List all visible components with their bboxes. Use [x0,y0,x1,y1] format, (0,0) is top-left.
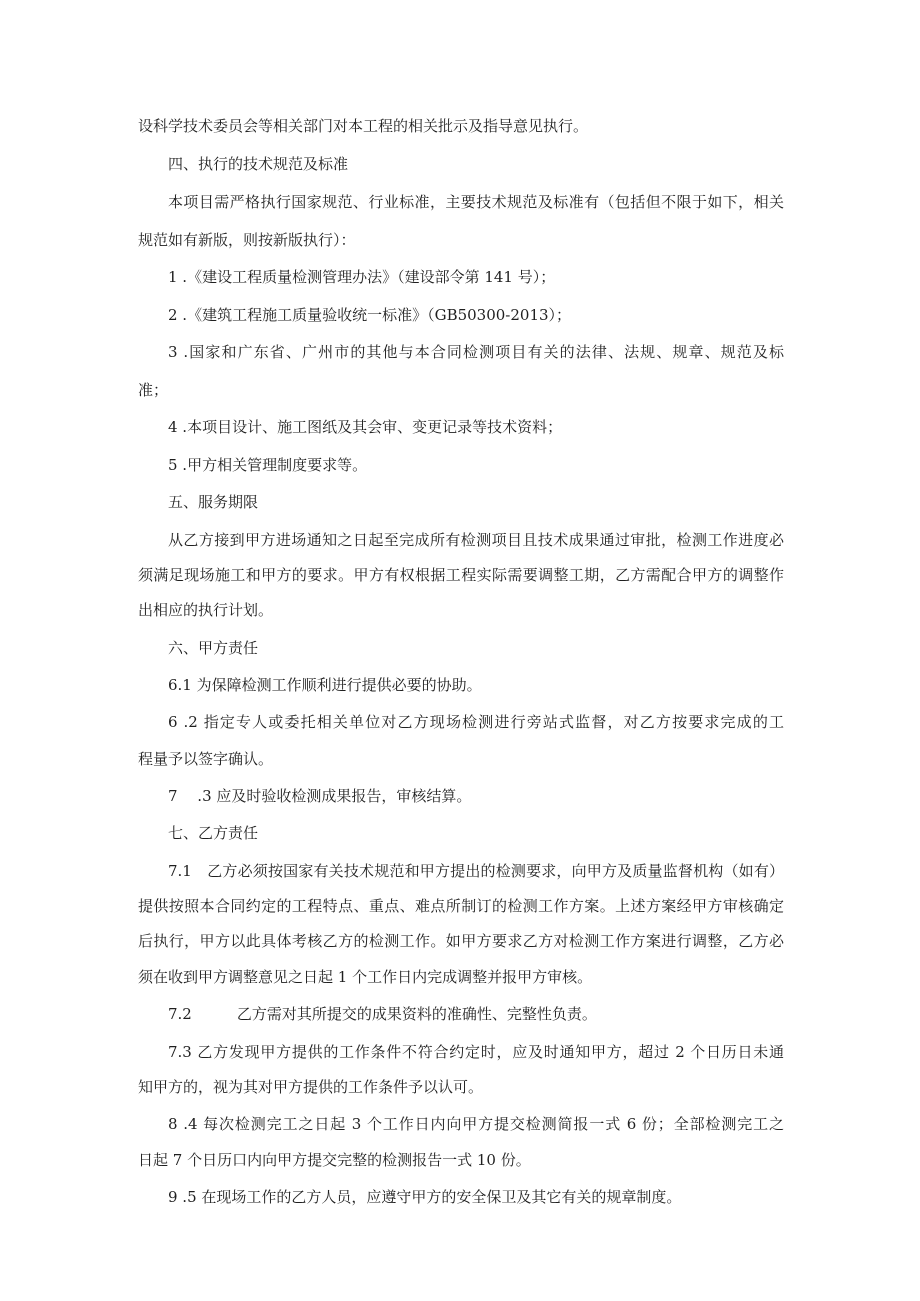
paragraph-line: 提供按照本合同约定的工程特点、重点、难点所制订的检测工作方案。上述方案经甲方审核确定 [138,897,784,915]
clause-item: 6.1 为保障检测工作顺利进行提供必要的协助。 [168,676,482,694]
clause-item: 7 .3 应及时验收检测成果报告，审核结算。 [168,787,472,805]
paragraph-line: 须满足现场施工和甲方的要求。甲方有权根据工程实际需要调整工期，乙方需配合甲方的调整作 [138,566,784,584]
clause-item: 7.1 乙方必须按国家有关技术规范和甲方提出的检测要求，向甲方及质量监督机构（如有） [168,862,784,880]
list-item: 4 .本项目设计、施工图纸及其会审、变更记录等技术资料； [168,418,563,436]
list-item: 1 .《建设工程质量检测管理办法》（建设部令第 141 号）； [168,268,556,286]
section-heading: 七、乙方责任 [168,824,259,842]
paragraph-line: 从乙方接到甲方进场通知之日起至完成所有检测项目且技术成果通过审批，检测工作进度必 [168,531,784,549]
clause-item: 7.2 乙方需对其所提交的成果资料的准确性、完整性负责。 [168,1005,597,1023]
paragraph-line: 出相应的执行计划。 [138,601,274,619]
clause-item: 8 .4 每次检测完工之日起 3 个工作日内向甲方提交检测简报一式 6 份；全部检测完工之 [168,1115,784,1133]
paragraph-line: 设科学技术委员会等相关部门对本工程的相关批示及指导意见执行。 [138,117,589,135]
paragraph-line: 本项目需严格执行国家规范、行业标准，主要技术规范及标准有（包括但不限于如下，相关 [168,193,784,211]
paragraph-line: 规范如有新版，则按新版执行）： [138,231,356,249]
paragraph-line: 知甲方的，视为其对甲方提供的工作条件予以认可。 [138,1078,484,1096]
list-item: 5 .甲方相关管理制度要求等。 [168,456,368,474]
paragraph-line: 须在收到甲方调整意见之日起 1 个工作日内完成调整并报甲方审核。 [138,968,593,986]
paragraph-line: 准； [138,381,169,399]
section-heading: 五、服务期限 [168,493,259,511]
section-heading: 六、甲方责任 [168,639,259,657]
list-item: 3 .国家和广东省、广州市的其他与本合同检测项目有关的法律、法规、规章、规范及标 [168,343,784,361]
paragraph-line: 程量予以签字确认。 [138,750,274,768]
paragraph-line: 后执行，甲方以此具体考核乙方的检测工作。如甲方要求乙方对检测工作方案进行调整，乙方必 [138,932,784,950]
paragraph-line: 日起 7 个日历口内向甲方提交完整的检测报告一式 10 份。 [138,1151,531,1169]
clause-item: 7.3 乙方发现甲方提供的工作条件不符合约定时，应及时通知甲方，超过 2 个日历日未通 [168,1043,784,1061]
clause-item: 6 .2 指定专人或委托相关单位对乙方现场检测进行旁站式监督，对乙方按要求完成的工 [168,713,784,731]
list-item: 2 .《建筑工程施工质量验收统一标准》（GB50300-2013）； [168,306,572,324]
section-heading: 四、执行的技术规范及标准 [168,155,349,173]
clause-item: 9 .5 在现场工作的乙方人员，应遵守甲方的安全保卫及其它有关的规章制度。 [168,1188,682,1206]
